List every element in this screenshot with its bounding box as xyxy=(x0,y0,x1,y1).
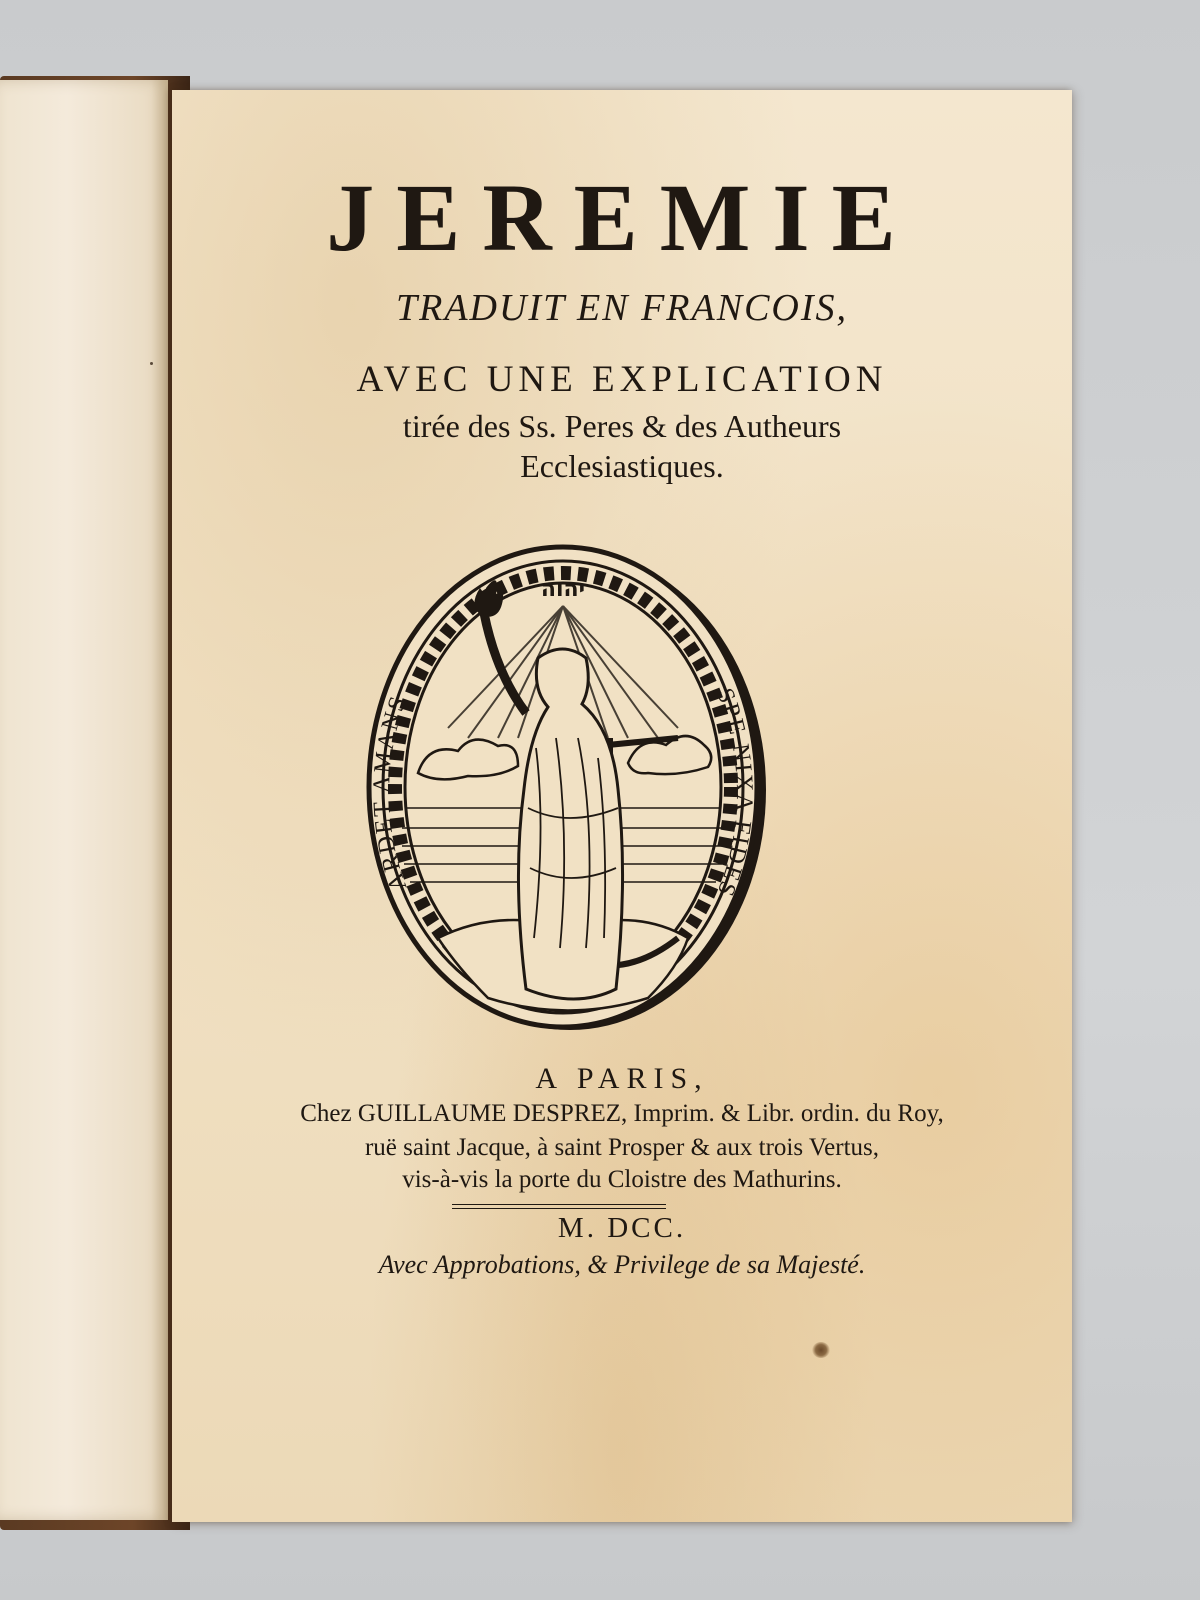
ink-speck xyxy=(150,362,153,365)
privilege-statement: Avec Approbations, & Privilege de sa Majesté. xyxy=(378,1250,866,1279)
foxing-stain xyxy=(812,1342,830,1358)
divine-name-text: יהוה xyxy=(540,577,586,602)
printers-emblem xyxy=(358,538,768,1036)
imprint-city: A PARIS, xyxy=(535,1062,709,1095)
imprint-line-1: Chez GUILLAUME DESPREZ, Imprim. & Libr. ordin. du Roy, xyxy=(300,1100,944,1127)
motto-left: ARDET AMANS xyxy=(368,691,413,895)
book-title: JEREMIE xyxy=(326,164,918,271)
motto-right: SPE NIXA FIDES xyxy=(710,684,758,902)
divider-rule xyxy=(452,1204,666,1209)
imprint-line-3: vis-à-vis la porte du Cloistre des Mathurins. xyxy=(402,1166,842,1193)
subtitle-explanation: AVEC UNE EXPLICATION xyxy=(356,359,888,400)
subtitle-line-3: tirée des Ss. Peres & des Autheurs xyxy=(402,408,842,444)
subtitle-translated: TRADUIT EN FRANCOIS, xyxy=(395,287,849,329)
publication-date: M. DCC. xyxy=(557,1212,687,1244)
title-page xyxy=(172,90,1072,1522)
blank-left-page xyxy=(0,80,168,1520)
subtitle-line-4: Ecclesiastiques. xyxy=(520,448,724,484)
imprint-line-2: ruë saint Jacque, à saint Prosper & aux trois Vertus, xyxy=(364,1134,879,1161)
